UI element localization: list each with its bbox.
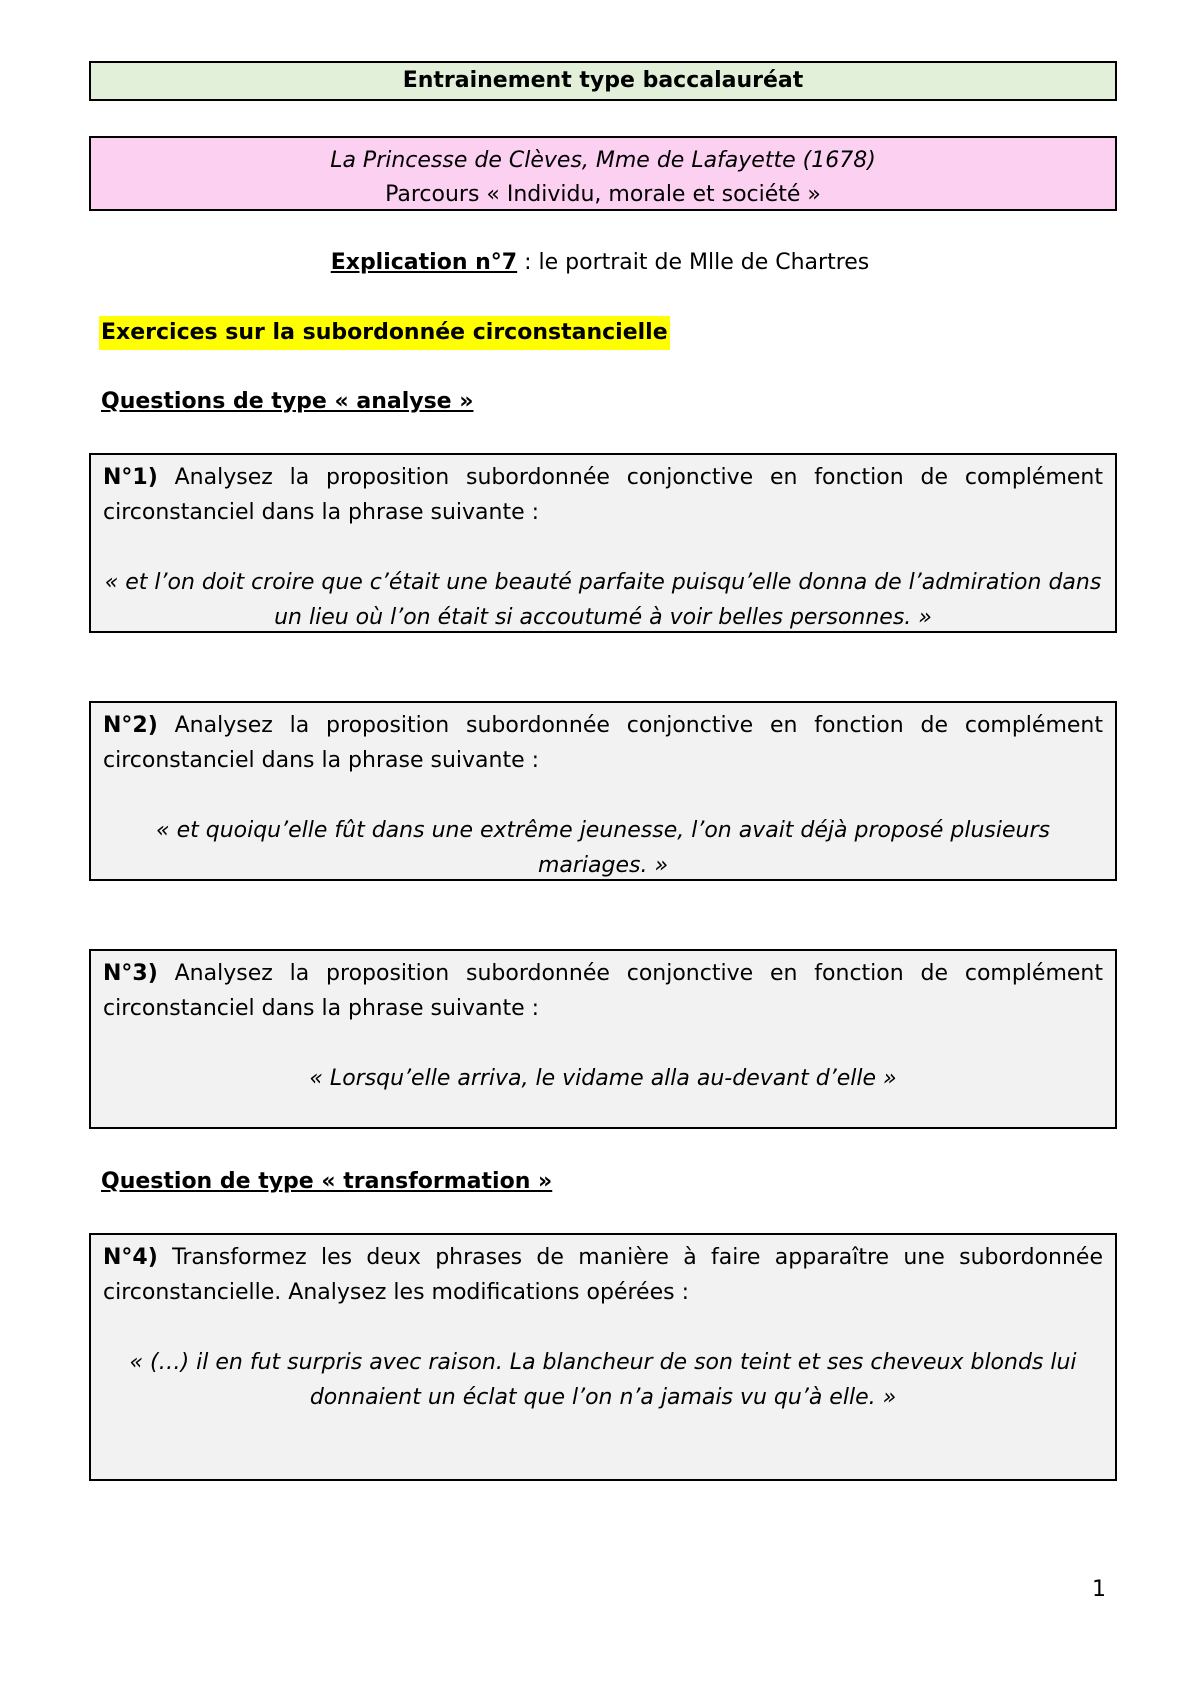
question-quote: « (…) il en fut surpris avec raison. La blancheur de son teint et ses cheveux blonds lui donnaient un éclat que l’on n’a jamais vu qu’à elle. »	[129, 1350, 1077, 1410]
explication-line	[0, 246, 1200, 280]
question-number: N°3)	[103, 961, 158, 986]
explication-label: Explication n°7	[330, 250, 518, 275]
question-text: Analysez la proposition subordonnée conjonctive en fonction de complément circonstanciel dans la phrase suivante :	[103, 961, 1103, 1021]
question-text: Transformez les deux phrases de manière à faire apparaître une subordonnée circonstancielle. Analysez les modifications opérées :	[103, 1245, 1103, 1305]
question-prompt	[103, 956, 1103, 1026]
question-quote: « et quoiqu’elle fût dans une extrême jeunesse, l’on avait déjà proposé plusieurs mariages. »	[156, 818, 1050, 878]
section-title: Exercices sur la subordonnée circonstancielle	[99, 316, 670, 350]
parcours-line: Parcours « Individu, morale et société »	[385, 182, 821, 207]
question-box-3	[89, 949, 1117, 1129]
transformation-heading: Question de type « transformation »	[101, 1169, 553, 1194]
question-number: N°1)	[103, 465, 158, 490]
question-box-2	[89, 701, 1117, 881]
analyse-heading: Questions de type « analyse »	[101, 389, 474, 414]
question-text: Analysez la proposition subordonnée conjonctive en fonction de complément circonstanciel dans la phrase suivante :	[103, 465, 1103, 525]
header-box	[89, 61, 1117, 101]
question-box-4	[89, 1233, 1117, 1481]
question-quote: « Lorsqu’elle arriva, le vidame alla au-devant d’elle »	[309, 1066, 897, 1091]
work-title: La Princesse de Clèves, Mme de Lafayette (1678)	[330, 148, 876, 173]
question-number: N°2)	[103, 713, 158, 738]
explication-text: : le portrait de Mlle de Chartres	[517, 250, 870, 275]
header-title: Entrainement type baccalauréat	[402, 68, 804, 93]
subject-box	[89, 136, 1117, 211]
question-prompt	[103, 708, 1103, 778]
question-quote: « et l’on doit croire que c’était une beauté parfaite puisqu’elle donna de l’admiration dans un lieu où l’on était si accoutumé à voir belles personnes. »	[104, 570, 1102, 630]
page-number: 1	[1092, 1577, 1106, 1602]
question-prompt	[103, 1240, 1103, 1310]
question-text: Analysez la proposition subordonnée conjonctive en fonction de complément circonstanciel dans la phrase suivante :	[103, 713, 1103, 773]
question-box-1	[89, 453, 1117, 633]
question-prompt	[103, 460, 1103, 530]
question-number: N°4)	[103, 1245, 158, 1270]
